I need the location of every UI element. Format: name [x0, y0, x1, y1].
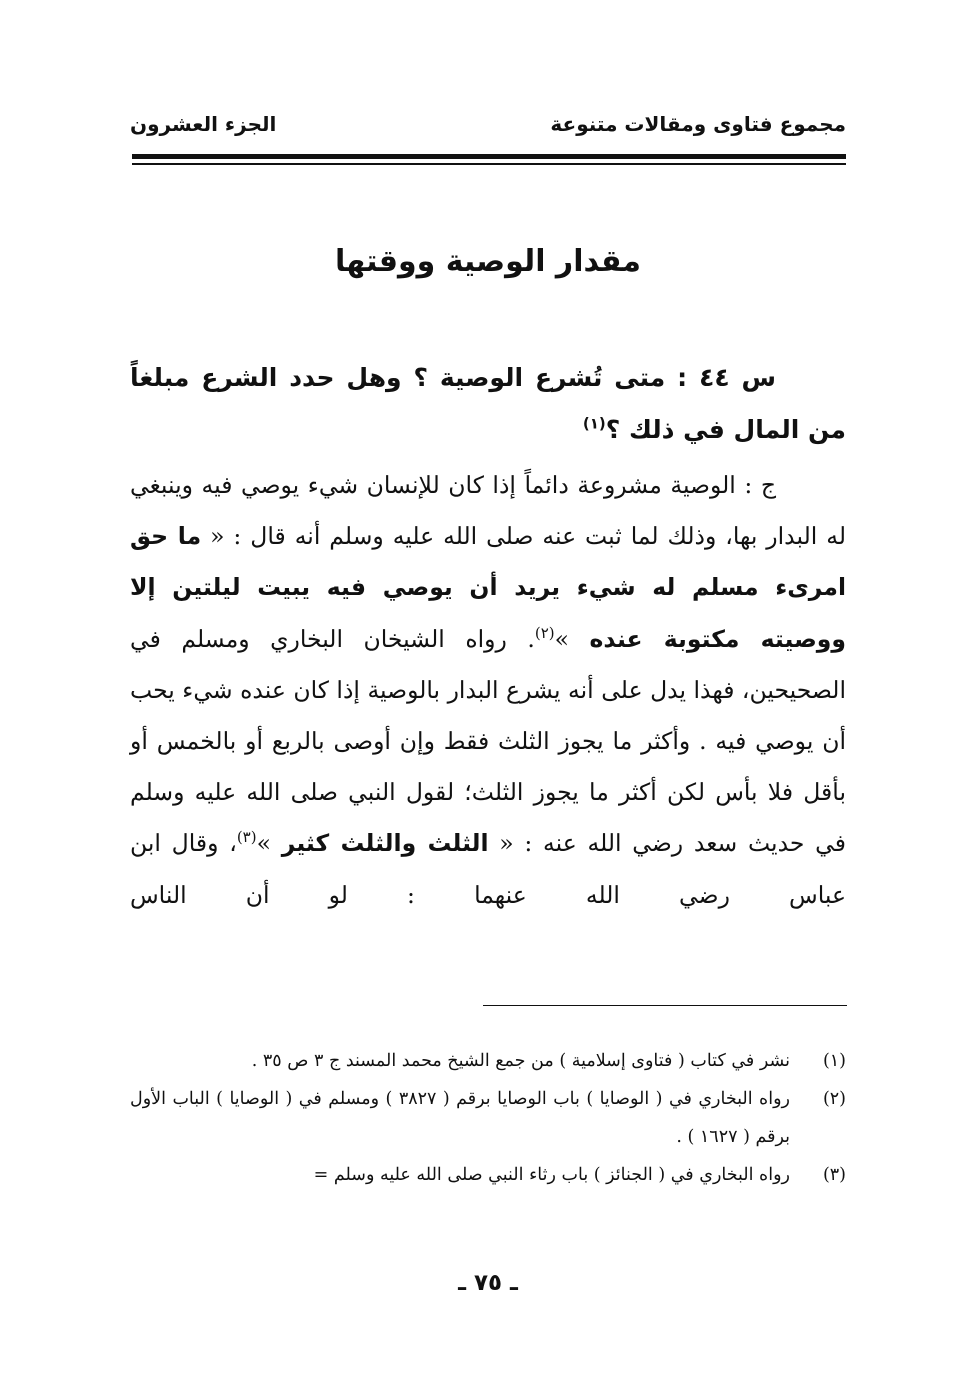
section-title: مقدار الوصية ووقتها: [335, 244, 641, 279]
footnote-number: (٢): [822, 1089, 846, 1109]
hadith-quote-2: الثلث والثلث كثير: [281, 829, 489, 858]
footnote-3: [130, 1156, 846, 1194]
answer-text-1: ج : الوصية مشروعة دائماً إذا كان للإنسان شيء يوصي فيه وينبغي له البدار بها، وذلك لما ثبت عنه صلى الله عليه وسلم أنه قال : «: [130, 471, 846, 551]
footnote-divider: [483, 1005, 847, 1006]
header-rule-thin: [132, 163, 846, 165]
footnotes: [130, 1042, 846, 1194]
answer-text-2: . رواه الشيخان البخاري ومسلم في الصحيحين، فهذا يدل على أنه يشرع البدار بالوصية إذا كان عنده شيء يحب أن يوصي فيه . وأكثر ما يجوز الثلث فقط وإن أوصى بالربع أو بالخمس أو بأقل فلا بأس لكن أكثر ما يجوز الثلث؛ لقول النبي صلى الله عليه وسلم في حديث سعد رضي الله عنه : «: [130, 624, 846, 858]
close-quote-2: »: [256, 829, 271, 858]
footnote-ref-1[interactable]: (١): [582, 414, 606, 433]
page-header: [130, 112, 846, 144]
question-text: س ٤٤ : متى تُشرع الوصية ؟ وهل حدد الشرع مبلغاً من المال في ذلك ؟: [130, 363, 846, 444]
header-rule-thick: [132, 154, 846, 159]
footnote-ref-3[interactable]: (٣): [236, 828, 257, 847]
book-title: مجموع فتاوى ومقالات متنوعة: [550, 112, 846, 136]
footnote-text: نشر في كتاب ( فتاوى إسلامية ) من جمع الشيخ محمد المسند ج ٣ ص ٣٥ .: [251, 1051, 790, 1071]
volume-label: الجزء العشرون: [130, 112, 277, 136]
footnote-number: (٣): [822, 1165, 846, 1185]
answer-text-3: ، وقال ابن عباس رضي الله عنهما : لو أن الناس: [130, 829, 846, 909]
footnote-ref-2[interactable]: (٢): [534, 623, 555, 642]
question-paragraph: [130, 352, 846, 456]
page-number: ـ ٧٥ ـ: [458, 1270, 518, 1296]
footnote-text: رواه البخاري في ( الجنائز ) باب رثاء النبي صلى الله عليه وسلم =: [313, 1165, 790, 1185]
answer-paragraph: [130, 460, 846, 921]
footnote-text: رواه البخاري في ( الوصايا ) باب الوصايا برقم ( ٣٨٢٧ ) ومسلم في ( الوصايا ) الباب الأول برقم ( ١٦٢٧ ) .: [130, 1089, 790, 1147]
hadith-quote-1: ما حق امرىء مسلم له شيء يريد أن يوصي فيه يبيت ليلتين إلا ووصيته مكتوبة عنده: [130, 522, 846, 653]
footnote-number: (١): [822, 1051, 846, 1071]
footnote-2: [130, 1080, 846, 1156]
footnote-1: [130, 1042, 846, 1080]
close-quote-1: »: [554, 624, 569, 653]
